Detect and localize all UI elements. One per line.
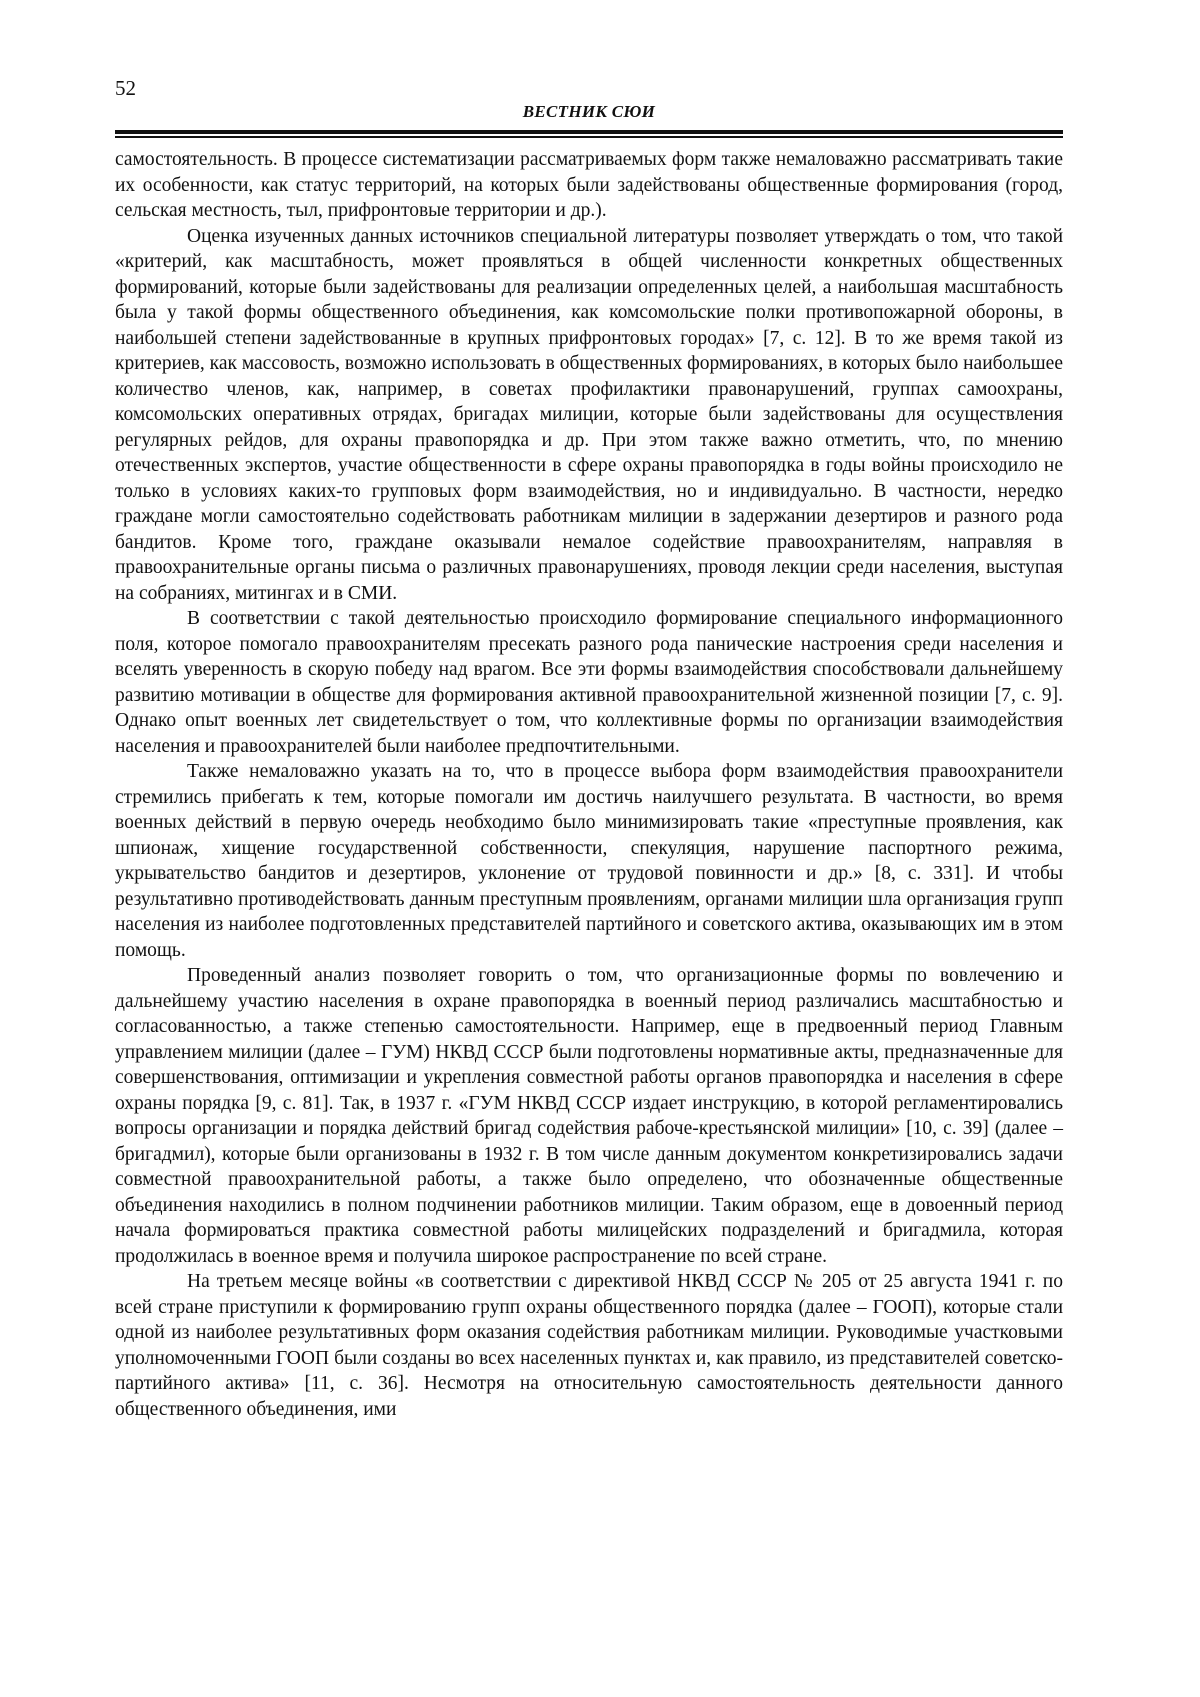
paragraph: В соответствии с такой деятельностью происходило формирование специального информационного поля, которое помогало правоохранителям пресекать разного рода панические настроения среди населения и вселять уверенность в скорую победу над врагом. Все эти формы взаимодействия способствовали дальнейшему развитию мотивации в обществе для формирования активной правоохранительной жизненной позиции [7, с. 9]. Однако опыт военных лет свидетельствует о том, что коллективные формы по организации взаимодействия населения и правоохранителей были наиболее предпочтительными. bbox=[115, 608, 1063, 757]
header-rule-thick bbox=[115, 130, 1063, 134]
paragraph: На третьем месяце войны «в соответствии с директивой НКВД СССР № 205 от 25 августа 1941 г. по всей стране приступили к формированию групп охраны общественного порядка (далее – ГООП), которые стали одной из наиболее результативных форм оказания содействия работникам милиции. Руководимые участковыми уполномоченными ГООП были созданы во всех населенных пунктах и, как правило, из представителей советско-партийного актива» [11, с. 36]. Несмотря на относительную самостоятельность деятельности данного общественного объединения, ими bbox=[115, 1271, 1063, 1420]
header-rule-thin bbox=[115, 136, 1063, 138]
article-body bbox=[115, 147, 1063, 1422]
paragraph-continuation: самостоятельность. В процессе систематизации рассматриваемых форм также немаловажно рассматривать такие их особенности, как статус территорий, на которых были задействованы общественные формирования (город, сельская местность, тыл, прифронтовые территории и др.). bbox=[115, 149, 1063, 221]
paragraph: Оценка изученных данных источников специальной литературы позволяет утверждать о том, что такой «критерий, как масштабность, может проявляться в общей численности конкретных общественных формирований, которые были задействованы для реализации определенных целей, а наибольшая масштабность была у такой формы общественного объединения, как комсомольские полки противопожарной обороны, в наибольшей степени задействованные в крупных прифронтовых городах» [7, с. 12]. В то же время такой из критериев, как массовость, возможно использовать в общественных формированиях, в которых было наибольшее количество членов, как, например, в советах профилактики правонарушений, группах самоохраны, комсомольских оперативных отрядах, бригадах милиции, которые были задействованы для осуществления регулярных рейдов, для охраны правопорядка и др. При этом также важно отметить, что, по мнению отечественных экспертов, участие общественности в сфере охраны правопорядка в годы войны происходило не только в условиях каких-то групповых форм взаимодействия, но и индивидуально. В частности, нередко граждане могли самостоятельно содействовать работникам милиции в задержании дезертиров и разного рода бандитов. Кроме того, граждане оказывали немалое содействие правоохранителям, направляя в правоохранительные органы письма о различных правонарушениях, проводя лекции среди населения, выступая на собраниях, митингах и в СМИ. bbox=[115, 225, 1063, 604]
paragraph: Проведенный анализ позволяет говорить о том, что организационные формы по вовлечению и дальнейшему участию населения в охране правопорядка в военный период различались масштабностью и согласованностью, а также степенью самостоятельности. Например, еще в предвоенный период Главным управлением милиции (далее – ГУМ) НКВД СССР были подготовлены нормативные акты, предназначенные для совершенствования, оптимизации и укрепления совместной работы органов правопорядка и населения в сфере охраны порядка [9, с. 81]. Так, в 1937 г. «ГУМ НКВД СССР издает инструкцию, в которой регламентировались вопросы организации и порядка действий бригад содействия рабоче-крестьянской милиции» [10, с. 39] (далее – бригадмил), которые были организованы в 1932 г. В том числе данным документом конкретизировались задачи совместной правоохранительной работы, а также было определено, что обозначенные общественные объединения находились в полном подчинении работников милиции. Таким образом, еще в довоенный период начала формироваться практика совместной работы милицейских подразделений и бригадмила, которая продолжилась в военное время и получила широкое распространение по всей стране. bbox=[115, 965, 1063, 1267]
paragraph: Также немаловажно указать на то, что в процессе выбора форм взаимодействия правоохранители стремились прибегать к тем, которые помогали им достичь наилучшего результата. В частности, во время военных действий в первую очередь необходимо было минимизировать такие «преступные проявления, как шпионаж, хищение государственной собственности, спекуляция, нарушение паспортного режима, укрывательство бандитов и дезертиров, уклонение от трудовой повинности и др.» [8, с. 331]. И чтобы результативно противодействовать данным преступным проявлениям, органами милиции шла организация групп населения из наиболее подготовленных представителей партийного и советского актива, оказывающих им в этом помощь. bbox=[115, 761, 1063, 961]
journal-title: ВЕСТНИК СЮИ bbox=[522, 102, 656, 121]
page-number: 52 bbox=[115, 76, 136, 100]
